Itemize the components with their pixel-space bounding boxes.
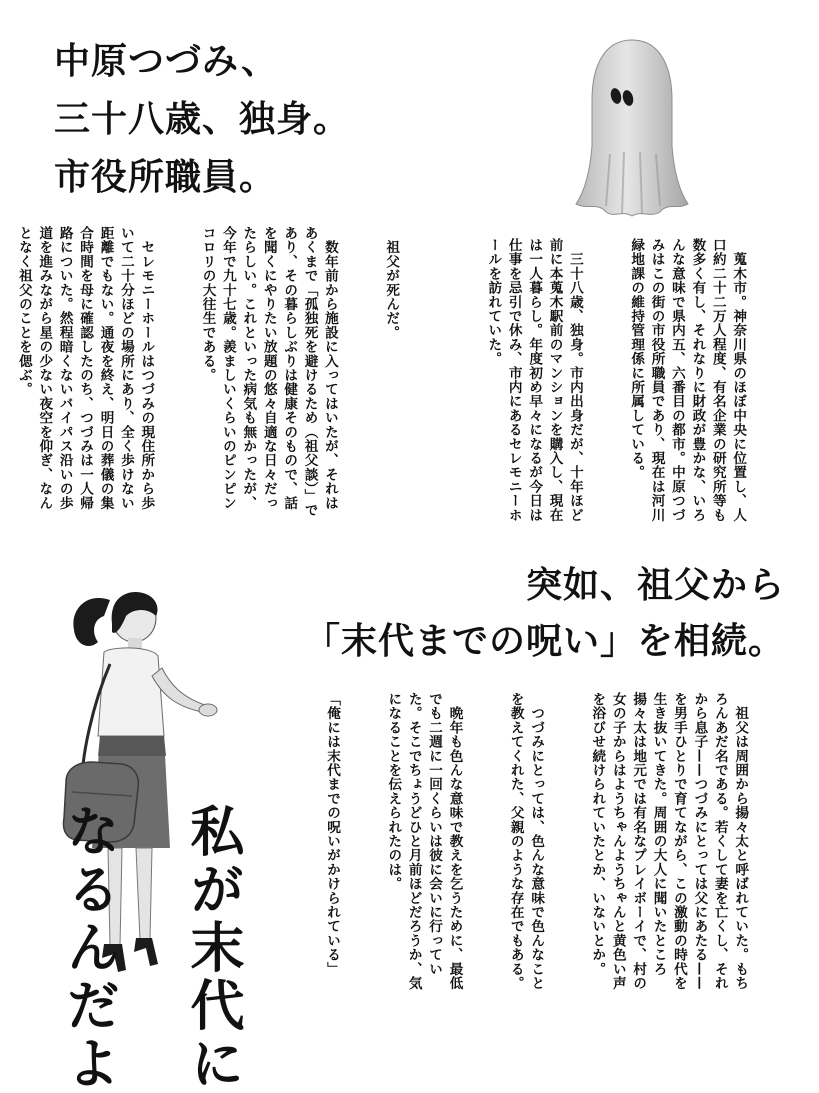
headline-top <box>54 41 384 214</box>
column-top-right-paragraph: 蒐木市。神奈川県のほぼ中央に位置し、人口約二十二万人程度、有名企業の研究所等も数多く有し、それなりに財政が豊かな、いろんな意味で県内五、六番目の都市。中原つづみはこの街の市役所職員であり、現在は河川緑地課の維持管理係に所属している。 <box>628 238 747 522</box>
column-top-left <box>15 226 442 518</box>
column-bottom-paragraph: 晩年も色んな意味で教えを乞うために、最低でも二週に一回くらいは彼に会いに行っていた。そこでちょうどひと月前ほどだろうか、気になることを伝えられたのは。 <box>385 692 463 991</box>
column-bottom-paragraph: つづみにとっては、色んな意味で色んなことを教えてくれた、父親のような存在でもある。 <box>507 692 545 991</box>
column-top-left-paragraph: 祖父が死んだ。 <box>383 226 400 340</box>
column-top-right-paragraph: 三十八歳、独身。市内出身だが、十年ほど前に本蒐木駅前のマンションを購入し、現在は一人暮らし。年度初め早々になるが今日は仕事を忌引で休み、市内にあるセレモニーホールを訪れていた。 <box>485 238 583 522</box>
column-bottom-paragraph: 「俺には末代までの呪いがかけられている」 <box>324 692 341 976</box>
column-top-left-paragraph: 数年前から施設に入ってはいたが、それはあくまで「孤独死を避けるため（祖父談）」であり、その暮らしぶりは健康そのもので、話を聞くにやりたい放題の悠々自適な日々だったらしい。これといった病気も無かったが、今年で九十七歳。羨ましいくらいのピンピンコロリの大往生である。 <box>199 226 338 518</box>
ghost-icon <box>572 34 692 220</box>
headline-mid-line2: 「末代までの呪い」を相続。 <box>303 621 785 662</box>
vertical-title-col2: なるんだよ <box>58 803 121 1093</box>
headline-mid-line1: 突如、祖父から <box>525 565 785 606</box>
column-top-right <box>485 238 789 530</box>
headline-top-line1: 中原つづみ、 <box>54 41 279 82</box>
column-bottom <box>309 692 791 994</box>
column-bottom-paragraph: 祖父は周囲から揚々太と呼ばれていた。もちろんあだ名である。若くして妻を亡くし、それから息子——つづみにとっては父にあたる——を男手ひとりで育てながら、この激動の時代を生き抜いてきた。周囲の大人に聞いたところ揚々太は地元では有名なプレイボーイで、村の女の子からはようちゃんようちゃんと黄色い声を浴びせ続けられていたとか、いないとか。 <box>589 692 749 991</box>
headline-top-line2: 三十八歳、独身。 <box>54 99 351 140</box>
headline-top-line3: 市役所職員。 <box>54 157 277 198</box>
vertical-title-col1: 私が末代に <box>182 803 245 1093</box>
column-top-left-paragraph: セレモニーホールはつづみの現住所から歩いて二十分ほどの場所にあり、全く歩けない距離でもない。通夜を終え、明日の葬儀の集合時間を母に確認したのち、つづみは一人帰路についた。然程暗くないバイパス沿いの歩道を進みながら星の少ない夜空を仰ぎ、なんとなく祖父のことを偲ぶ。 <box>15 226 155 510</box>
